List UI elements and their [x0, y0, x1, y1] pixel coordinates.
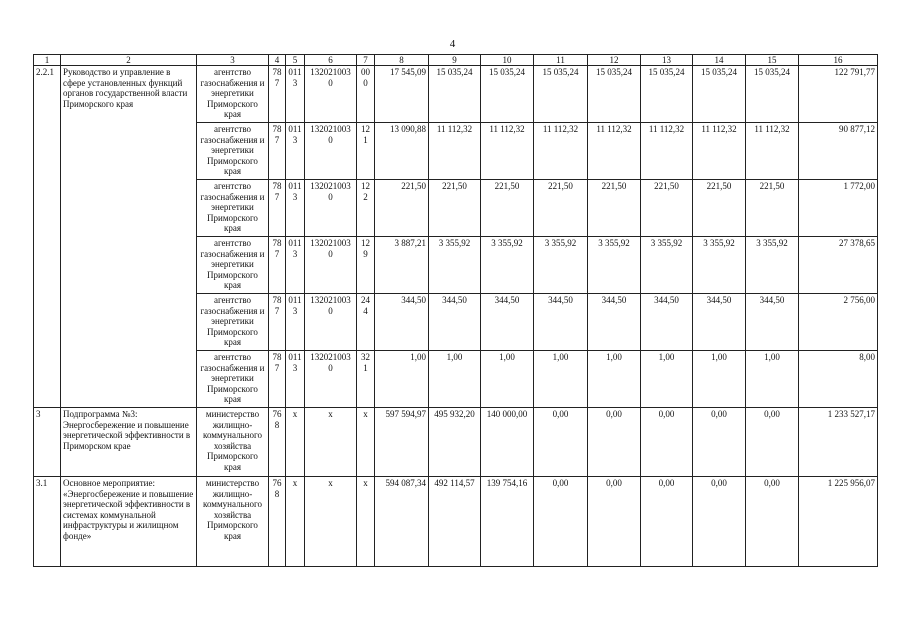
- amount-cell: 344,50: [429, 294, 481, 351]
- amount-cell: 1,00: [481, 351, 534, 408]
- code-rzpr-cell: 011 3: [286, 66, 305, 123]
- amount-cell: 0,00: [534, 408, 588, 477]
- amount-cell: 3 355,92: [534, 237, 588, 294]
- amount-cell: 221,50: [375, 180, 429, 237]
- code-csr-cell: 132021003 0: [305, 66, 357, 123]
- amount-cell: 221,50: [534, 180, 588, 237]
- amount-cell: 1,00: [588, 351, 641, 408]
- amount-cell: 15 035,24: [534, 66, 588, 123]
- code-rzpr-cell: 011 3: [286, 123, 305, 180]
- code-rzpr-cell: 011 3: [286, 237, 305, 294]
- amount-cell: 3 355,92: [746, 237, 799, 294]
- column-header: 6: [305, 55, 357, 66]
- table-row: [34, 66, 878, 123]
- amount-cell: 0,00: [641, 477, 693, 567]
- executor-cell: агентство газоснабжения и энергетики Приморского края: [197, 180, 269, 237]
- code-rzpr-cell: х: [286, 408, 305, 477]
- code-grbs-cell: 768: [269, 408, 286, 477]
- amount-cell: 11 112,32: [534, 123, 588, 180]
- amount-cell: 344,50: [588, 294, 641, 351]
- column-header: 9: [429, 55, 481, 66]
- amount-cell: 221,50: [588, 180, 641, 237]
- column-header: 16: [799, 55, 878, 66]
- amount-cell: 15 035,24: [693, 66, 746, 123]
- executor-cell: агентство газоснабжения и энергетики Приморского края: [197, 351, 269, 408]
- amount-cell: 0,00: [693, 477, 746, 567]
- table-row: [34, 408, 878, 477]
- amount-cell: 3 355,92: [481, 237, 534, 294]
- amount-cell: 3 887,21: [375, 237, 429, 294]
- column-header: 1: [34, 55, 61, 66]
- amount-cell: 344,50: [375, 294, 429, 351]
- amount-cell: 15 035,24: [746, 66, 799, 123]
- amount-cell: 344,50: [693, 294, 746, 351]
- code-csr-cell: х: [305, 408, 357, 477]
- amount-cell: 3 355,92: [641, 237, 693, 294]
- amount-cell: 344,50: [746, 294, 799, 351]
- code-vr-cell: 244: [357, 294, 375, 351]
- code-grbs-cell: 768: [269, 477, 286, 567]
- amount-cell: 11 112,32: [588, 123, 641, 180]
- code-csr-cell: 132021003 0: [305, 123, 357, 180]
- amount-cell: 344,50: [481, 294, 534, 351]
- code-csr-cell: 132021003 0: [305, 351, 357, 408]
- amount-cell: 140 000,00: [481, 408, 534, 477]
- amount-cell: 13 090,88: [375, 123, 429, 180]
- column-header: 12: [588, 55, 641, 66]
- amount-cell: 1 225 956,07: [799, 477, 878, 567]
- amount-cell: 0,00: [534, 477, 588, 567]
- amount-cell: 90 877,12: [799, 123, 878, 180]
- column-header: 11: [534, 55, 588, 66]
- row-number: 2.2.1: [34, 66, 61, 408]
- code-csr-cell: 132021003 0: [305, 237, 357, 294]
- column-header: 3: [197, 55, 269, 66]
- column-header: 8: [375, 55, 429, 66]
- amount-cell: 0,00: [588, 477, 641, 567]
- amount-cell: 1,00: [693, 351, 746, 408]
- code-rzpr-cell: х: [286, 477, 305, 567]
- row-number: 3.1: [34, 477, 61, 567]
- code-vr-cell: х: [357, 408, 375, 477]
- code-rzpr-cell: 011 3: [286, 294, 305, 351]
- amount-cell: 3 355,92: [588, 237, 641, 294]
- row-name: Руководство и управление в сфере установленных функций органов государственной власти Приморского края: [61, 66, 197, 408]
- code-vr-cell: 129: [357, 237, 375, 294]
- column-header: 13: [641, 55, 693, 66]
- amount-cell: 11 112,32: [481, 123, 534, 180]
- executor-cell: министерство жилищно-коммунального хозяйства Приморского края: [197, 477, 269, 567]
- amount-cell: 597 594,97: [375, 408, 429, 477]
- code-rzpr-cell: 011 3: [286, 351, 305, 408]
- amount-cell: 122 791,77: [799, 66, 878, 123]
- code-vr-cell: 321: [357, 351, 375, 408]
- amount-cell: 0,00: [746, 408, 799, 477]
- amount-cell: 221,50: [641, 180, 693, 237]
- amount-cell: 15 035,24: [641, 66, 693, 123]
- code-vr-cell: х: [357, 477, 375, 567]
- amount-cell: 3 355,92: [429, 237, 481, 294]
- executor-cell: агентство газоснабжения и энергетики Приморского края: [197, 66, 269, 123]
- amount-cell: 139 754,16: [481, 477, 534, 567]
- amount-cell: 2 756,00: [799, 294, 878, 351]
- column-header: 7: [357, 55, 375, 66]
- column-header: 5: [286, 55, 305, 66]
- column-header: 14: [693, 55, 746, 66]
- amount-cell: 1,00: [429, 351, 481, 408]
- code-vr-cell: 122: [357, 180, 375, 237]
- row-name: Основное мероприятие: «Энергосбережение и повышение энергетической эффективности в системах коммунальной инфраструктуры и жилищном фонде»: [61, 477, 197, 567]
- executor-cell: министерство жилищно-коммунального хозяйства Приморского края: [197, 408, 269, 477]
- page-number: 4: [449, 38, 456, 50]
- amount-cell: 27 378,65: [799, 237, 878, 294]
- amount-cell: 17 545,09: [375, 66, 429, 123]
- header-row: [34, 55, 878, 66]
- amount-cell: 221,50: [746, 180, 799, 237]
- amount-cell: 0,00: [693, 408, 746, 477]
- column-header: 15: [746, 55, 799, 66]
- amount-cell: 221,50: [481, 180, 534, 237]
- code-grbs-cell: 787: [269, 237, 286, 294]
- executor-cell: агентство газоснабжения и энергетики Приморского края: [197, 294, 269, 351]
- amount-cell: 221,50: [693, 180, 746, 237]
- amount-cell: 11 112,32: [746, 123, 799, 180]
- code-grbs-cell: 787: [269, 351, 286, 408]
- executor-cell: агентство газоснабжения и энергетики Приморского края: [197, 237, 269, 294]
- amount-cell: 344,50: [534, 294, 588, 351]
- code-vr-cell: 121: [357, 123, 375, 180]
- amount-cell: 1,00: [746, 351, 799, 408]
- amount-cell: 11 112,32: [429, 123, 481, 180]
- column-header: 10: [481, 55, 534, 66]
- amount-cell: 1 772,00: [799, 180, 878, 237]
- amount-cell: 15 035,24: [481, 66, 534, 123]
- code-grbs-cell: 787: [269, 180, 286, 237]
- amount-cell: 344,50: [641, 294, 693, 351]
- amount-cell: 492 114,57: [429, 477, 481, 567]
- table-row: [34, 477, 878, 567]
- amount-cell: 15 035,24: [588, 66, 641, 123]
- row-number: 3: [34, 408, 61, 477]
- code-grbs-cell: 787: [269, 123, 286, 180]
- code-csr-cell: 132021003 0: [305, 294, 357, 351]
- amount-cell: 0,00: [588, 408, 641, 477]
- code-vr-cell: 000: [357, 66, 375, 123]
- code-csr-cell: 132021003 0: [305, 180, 357, 237]
- amount-cell: 1 233 527,17: [799, 408, 878, 477]
- budget-table: [33, 54, 878, 567]
- amount-cell: 594 087,34: [375, 477, 429, 567]
- amount-cell: 11 112,32: [693, 123, 746, 180]
- amount-cell: 8,00: [799, 351, 878, 408]
- amount-cell: 0,00: [641, 408, 693, 477]
- column-header: 2: [61, 55, 197, 66]
- executor-cell: агентство газоснабжения и энергетики Приморского края: [197, 123, 269, 180]
- amount-cell: 1,00: [534, 351, 588, 408]
- amount-cell: 3 355,92: [693, 237, 746, 294]
- amount-cell: 0,00: [746, 477, 799, 567]
- code-grbs-cell: 787: [269, 294, 286, 351]
- amount-cell: 1,00: [375, 351, 429, 408]
- amount-cell: 1,00: [641, 351, 693, 408]
- amount-cell: 221,50: [429, 180, 481, 237]
- row-name: Подпрограмма №3: Энергосбережение и повышение энергетической эффективности в Приморском крае: [61, 408, 197, 477]
- code-grbs-cell: 787: [269, 66, 286, 123]
- column-header: 4: [269, 55, 286, 66]
- amount-cell: 495 932,20: [429, 408, 481, 477]
- code-csr-cell: х: [305, 477, 357, 567]
- amount-cell: 11 112,32: [641, 123, 693, 180]
- amount-cell: 15 035,24: [429, 66, 481, 123]
- code-rzpr-cell: 011 3: [286, 180, 305, 237]
